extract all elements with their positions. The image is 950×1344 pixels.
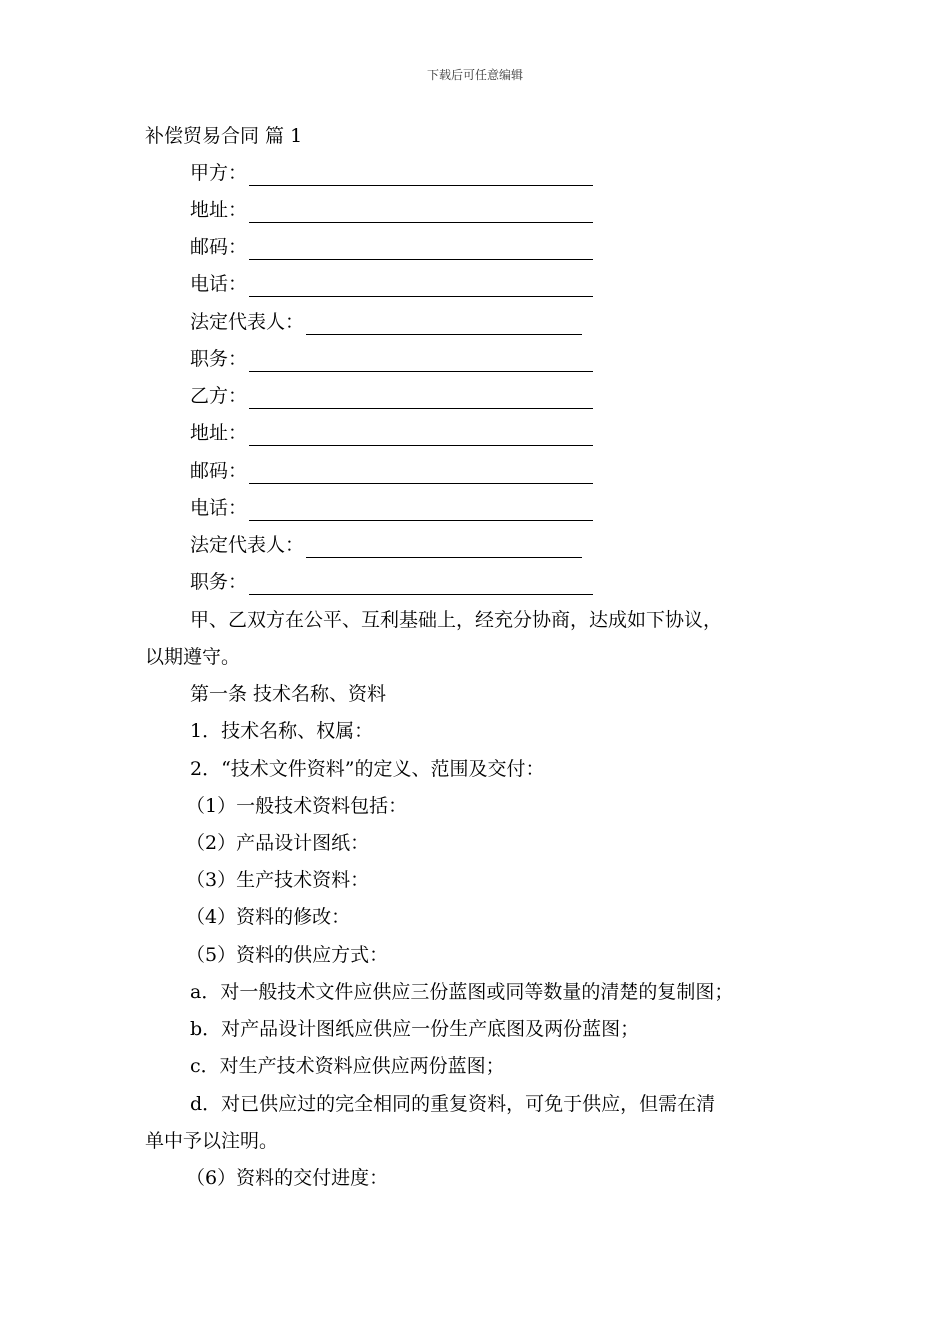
party-b-position-field [190, 569, 593, 595]
fill-blank [249, 204, 593, 223]
fill-blank [249, 390, 593, 409]
article-item: （1）一般技术资料包括： [186, 795, 408, 817]
field-label: 地址： [190, 199, 248, 221]
article-item: （2）产品设计图纸： [186, 832, 370, 854]
party-b-name-field [190, 383, 593, 409]
party-b-postcode-field [190, 458, 593, 484]
article-item: （5）资料的供应方式： [186, 944, 389, 966]
fill-blank [306, 539, 582, 558]
party-a-position-field [190, 346, 593, 372]
field-label: 邮码： [190, 236, 248, 258]
fill-blank [249, 167, 593, 186]
field-label: 职务： [190, 571, 248, 593]
article-item-d-line-1: d．对已供应过的完全相同的重复资料，可免于供应，但需在清 [190, 1093, 716, 1115]
field-label: 甲方： [190, 162, 248, 184]
party-a-legal-rep-field [190, 309, 582, 335]
party-a-phone-field [190, 271, 593, 297]
party-b-address-field [190, 420, 593, 446]
field-label: 乙方： [190, 385, 248, 407]
field-label: 法定代表人： [190, 534, 305, 556]
article-item-d-line-2: 单中予以注明。 [145, 1130, 279, 1152]
article-item: 1．技术名称、权属： [190, 720, 374, 742]
article-item: （4）资料的修改： [186, 906, 351, 928]
party-a-postcode-field [190, 234, 593, 260]
article-item: （3）生产技术资料： [186, 869, 370, 891]
field-label: 邮码： [190, 460, 248, 482]
field-label: 法定代表人： [190, 311, 305, 333]
field-label: 电话： [190, 273, 248, 295]
fill-blank [249, 576, 593, 595]
article-1-title: 第一条 技术名称、资料 [190, 683, 387, 705]
party-b-legal-rep-field [190, 532, 582, 558]
article-item: b．对产品设计图纸应供应一份生产底图及两份蓝图； [190, 1018, 640, 1040]
party-b-phone-field [190, 495, 593, 521]
fill-blank [249, 427, 593, 446]
fill-blank [249, 241, 593, 260]
fill-blank [249, 465, 593, 484]
fill-blank [249, 278, 593, 297]
page-header: 下载后可任意编辑 [426, 68, 523, 82]
contract-title: 补偿贸易合同 篇 1 [145, 125, 303, 147]
article-item: c．对生产技术资料应供应两份蓝图； [190, 1055, 505, 1077]
intro-paragraph-line-1: 甲、乙双方在公平、互利基础上，经充分协商，达成如下协议， [190, 609, 723, 631]
fill-blank [306, 316, 582, 335]
party-a-name-field [190, 160, 593, 186]
field-label: 电话： [190, 497, 248, 519]
fill-blank [249, 502, 593, 521]
field-label: 职务： [190, 348, 248, 370]
article-item: （6）资料的交付进度： [186, 1167, 389, 1189]
party-a-address-field [190, 197, 593, 223]
article-item: a．对一般技术文件应供应三份蓝图或同等数量的清楚的复制图； [190, 981, 734, 1003]
field-label: 地址： [190, 422, 248, 444]
intro-paragraph-line-2: 以期遵守。 [145, 646, 241, 668]
article-item: 2．“技术文件资料”的定义、范围及交付： [190, 758, 545, 780]
fill-blank [249, 353, 593, 372]
